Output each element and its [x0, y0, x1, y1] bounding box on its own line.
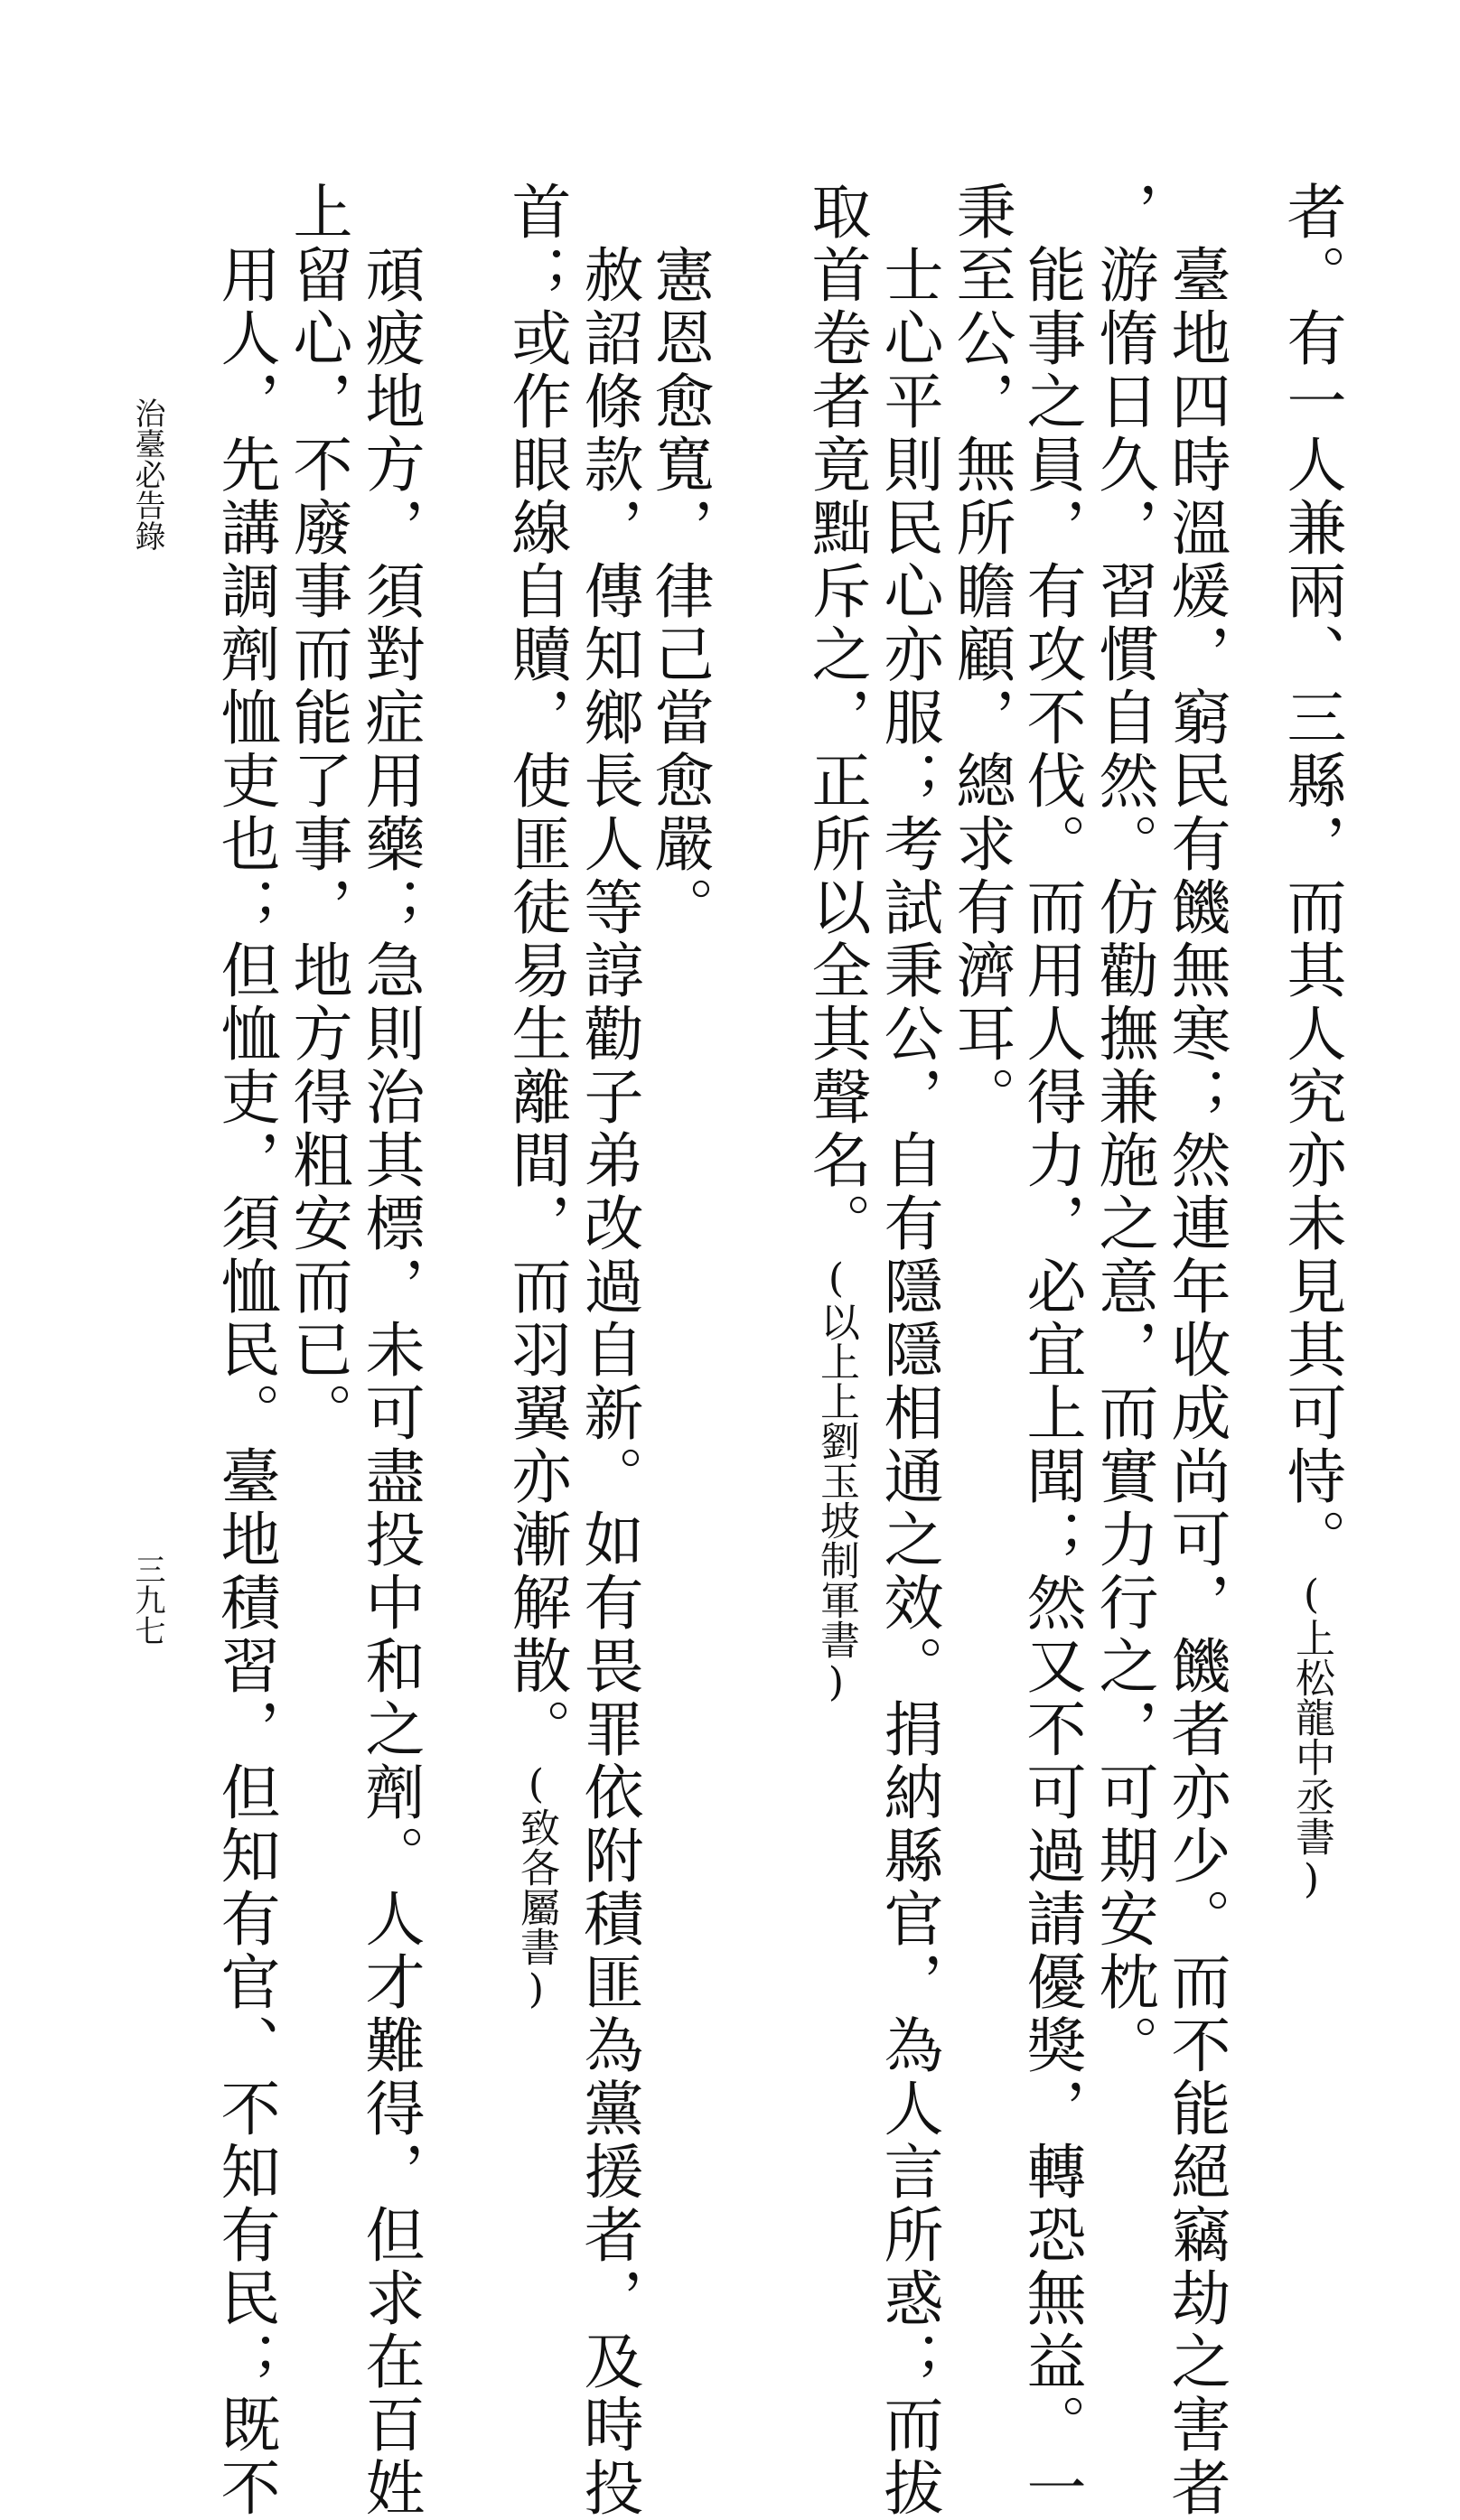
- column-note: (上松龍中丞書): [1288, 1572, 1334, 1902]
- text-column-6: [874, 244, 943, 2520]
- column-text: 首；或作眼線自贖，使匪徒易生離間，而羽翼亦漸解散。: [501, 181, 571, 1761]
- column-text: 秉至公，無所瞻顧，總求有濟耳。: [946, 181, 1015, 1129]
- page-number: 三九七: [129, 1554, 165, 1646]
- column-text: 能事之員，有攻不伐。而用人得力，必宜上聞；然又不可過請優獎，轉恐無益。一: [1016, 244, 1086, 2520]
- text-column-11: [355, 244, 425, 2520]
- column-text: 赦詔條款，傳知鄉長人等諄勸子弟改過自新。如有畏罪依附積匪為黨援者，及時投: [574, 244, 643, 2520]
- column-note: (以上上劉玉坡制軍書): [813, 1255, 859, 1705]
- column-text: 取首卷者竟黜斥之，正所以全其聲名。: [801, 181, 871, 1255]
- text-column-8: [644, 244, 714, 939]
- column-text: 用人，先講調劑恤吏也；但恤吏，須恤民。臺地積習，但知有官、不知有民；既不: [211, 244, 280, 2520]
- text-column-4: [1016, 244, 1086, 2520]
- column-text: 者。有一人兼兩、三縣，而其人究亦未見其可恃。: [1277, 181, 1346, 1572]
- column-text: 憲恩愈寬，律己當愈嚴。: [644, 244, 714, 939]
- text-column-7: [801, 181, 871, 1705]
- text-column-10: [501, 181, 571, 2012]
- column-note: (致各屬書): [513, 1761, 559, 2012]
- column-text: 臺地四時溫煖，窮民有饑無寒；然連年收成尚可，饑者亦少。而不能絕竊劫之害者: [1161, 244, 1231, 2520]
- running-title: 治臺必告錄: [129, 397, 165, 551]
- text-column-12: [283, 181, 352, 1445]
- column-text: ，游惰日久，習慣自然。仿勸撫兼施之意，而實力行之，可期安枕。: [1089, 181, 1158, 2077]
- text-column-9: [574, 244, 643, 2520]
- column-text: 士心平則民心亦服；考試秉公，自有隱隱相通之效。捐納縣官，為人言所惑；而拔: [874, 244, 943, 2520]
- text-column-1: [1277, 181, 1346, 1902]
- text-column-5: [946, 181, 1015, 1129]
- column-text: 頑疲地方，須對症用藥；急則治其標，未可盡投中和之劑。人才難得，但求在百姓: [355, 244, 425, 2520]
- text-column-3: [1089, 181, 1158, 2077]
- text-column-2: [1161, 244, 1231, 2520]
- column-text: 上留心，不廢事而能了事，地方得粗安而已。: [283, 181, 352, 1445]
- text-column-13: [211, 244, 280, 2520]
